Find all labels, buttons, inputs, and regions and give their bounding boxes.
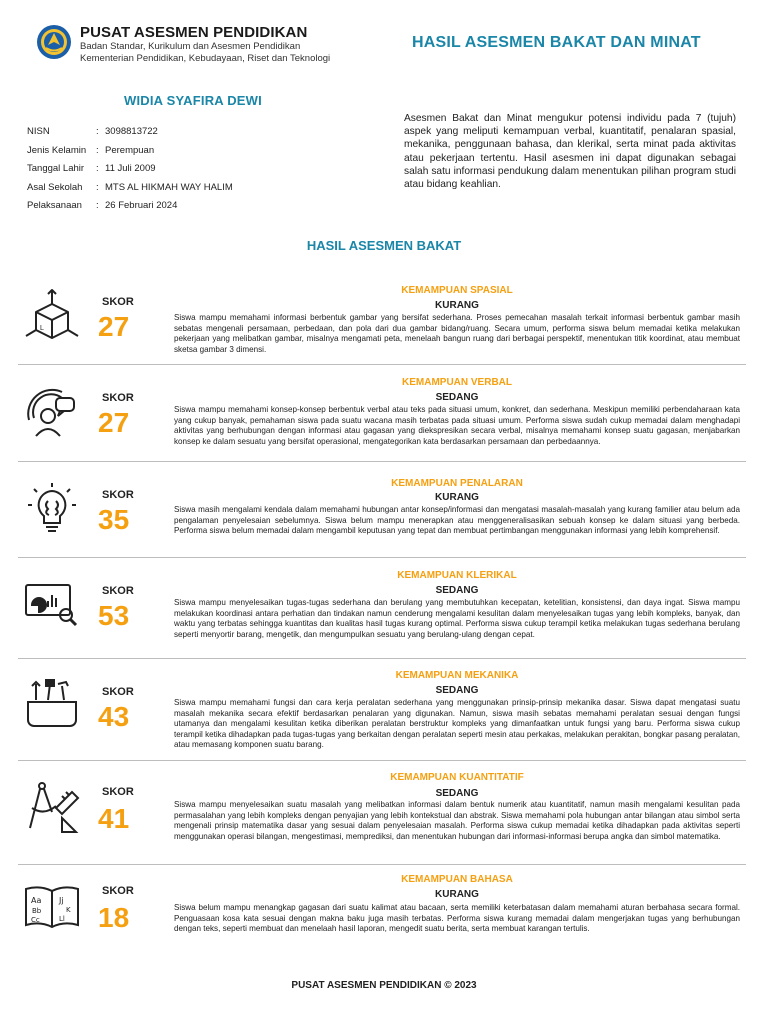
svg-text:Cc: Cc [31,916,40,924]
skor-value: 43 [98,701,130,732]
item-title: KEMAMPUAN MEKANIKA [395,670,519,681]
item-description: Siswa mampu memahami konsep-konsep berbentuk verbal atau teks pada situasi umum, konkret, dan sederhana. Meskipun memiliki perbendaharaan kata yang cukup banyak, pemahaman siswa pada suatu wacana masih terbatas pada situasi umum. Performa siswa sudah cukup memadai dalam menghadapi aktivitas yang berhubungan dengan informasi atau gagasan yang diekspresikan secara verbal, misalnya memahami konsep suatu gagasan, menjabarkan konsep ke dalam sesuatu yang bersifat operasional, mengategorikan kata berdasarkan persamaan dan perbedaannya. [174,405,740,446]
student-name: WIDIA SYAFIRA DEWI [124,93,262,108]
svg-text:Bb: Bb [32,907,42,915]
info-label: Tanggal Lahir [27,163,85,174]
skor-label: SKOR [102,296,134,308]
item-description: Siswa mampu menyelesaikan suatu masalah yang melibatkan informasi dalam bentuk numerik atau kuantitatif, namun masih mengalami kesulitan pada permasalahan yang lebih kompleks dengan penyajian yang lebih kontekstual dan abstrak. Siswa memahami pola hubungan antar bilangan atau simbol serta mengenali prinsip matematika dasar yang sesuai dalam penyelesaian masalah. Performa siswa cukup memadai ketika dihadapkan pada aktivitas seperti menggunakan operasi bilangan, mengestimasi, memprediksi, dan menentukan hubungan dari informasi-informasi berupa angka dan simbol matematika. [174,800,740,841]
svg-text:Jj: Jj [59,896,64,905]
item-level: KURANG [435,300,479,311]
intro-paragraph: Asesmen Bakat dan Minat mengukur potensi individu pada 7 (tujuh) aspek yang meliputi kemampuan verbal, kuantitatif, penalaran spasial, mekanika, penggunaan bahasa, dan klerikal, serta minat pada aktivitas atau pekerjaan tertentu. Hasil asesmen ini dapat digunakan sebagai salah satu informasi pendukung dalam menentukan pilihan program studi atau bidang keahlian. [404,113,736,191]
toolbox-icon [22,676,82,736]
skor-label: SKOR [102,786,134,798]
lightbulb-brain-icon [22,479,82,539]
skor-label: SKOR [102,392,134,404]
info-label: Jenis Kelamin [27,144,87,156]
section-title: HASIL ASESMEN BAKAT [306,238,462,253]
info-label: Pelaksanaan [27,200,82,211]
item-title: KEMAMPUAN PENALARAN [391,478,523,489]
footer-copyright: PUSAT ASESMEN PENDIDIKAN © 2023 [291,980,477,991]
divider [18,557,746,558]
info-value: Perempuan [105,144,155,156]
svg-text:Ll: Ll [59,915,65,923]
item-description: Siswa mampu memahami informasi berbentuk gambar yang bersifat sederhana. Proses pemecahan masalah terkait informasi berbentuk gambar masih sebatas mengenali persamaan, perbedaan, dan pola dari dua gambar bidang/ruang. Secara umum, performa siswa belum memadai ketika melakukan pekerjaan yang melibatkan gambar, misalnya mengamati peta, menelaah bangun ruang dari berbagai perspektif, menentukan titik koordinat, atau membuat sketsa gambar 3 dimensi. [174,313,740,354]
open-book-letters-icon [22,877,82,937]
item-level: SEDANG [435,685,479,696]
skor-label: SKOR [102,489,134,501]
item-title: KEMAMPUAN SPASIAL [401,285,513,296]
org-subtitle-ministry: Kementerian Pendidikan, Kebudayaan, Riset dan Teknologi [80,53,331,64]
skor-value: 18 [98,902,130,933]
item-description: Siswa belum mampu menangkap gagasan dari suatu kalimat atau bacaan, serta memiliki keterbatasan dalam memahami aturan berbahasa secara formal. Penguasaan kosa kata sesuai dengan makna baku juga masih terbatas. Performa siswa kurang memadai dalam mengerjakan tugas yang berhubungan dengan teks, seperti membuat dan menelaah hasil laporan, mengedit suatu berita, serta membuat karangan tertulis. [174,903,740,934]
divider [18,658,746,659]
skor-value: 53 [98,600,130,631]
divider [18,864,746,865]
skor-label: SKOR [102,686,134,698]
tut-wuri-handayani-logo-icon [36,24,72,60]
aptitude-item-verbal [18,374,746,458]
info-label: NISN [27,126,50,137]
item-title: KEMAMPUAN KLERIKAL [397,570,517,581]
item-title: KEMAMPUAN BAHASA [401,874,513,885]
item-description: Siswa mampu memahami fungsi dan cara kerja peralatan sederhana yang menggunakan prinsip-prinsip mekanika dasar. Siswa dapat mengatasi suatu masalah mekanika secara efektif berdasarkan penalaran yang digunakan. Namun, siswa masih sebatas memahami peralatan sesuai dengan fungsi utamanya dan mengalami kesulitan ketika diberikan peralatan berstruktur kompleks yang dimanfaatkan untuk fungsi yang baru. Performa siswa cukup terampil ketika dihadapkan pada tugas-tugas yang berkaitan dengan peralatan seperti mesin atau perkakas, melakukan perakitan, bongkar pasang peralatan, atau memasang komponen suatu barang. [174,698,740,750]
item-title: KEMAMPUAN KUANTITATIF [390,772,524,783]
aptitude-item-klerikal [18,567,746,653]
item-level: KURANG [435,889,479,900]
org-subtitle-agency: Badan Standar, Kurikulum dan Asesmen Pendidikan [80,41,301,52]
item-title: KEMAMPUAN VERBAL [402,377,512,388]
skor-value: 27 [98,407,130,438]
item-level: SEDANG [435,585,479,596]
compass-ruler-icon [22,778,82,838]
info-value: MTS AL HIKMAH WAY HALIM [105,181,233,193]
org-name: PUSAT ASESMEN PENDIDIKAN [80,24,308,41]
skor-label: SKOR [102,585,134,597]
item-level: SEDANG [435,788,479,799]
aptitude-item-penalaran [18,471,746,553]
cube-3d-icon [22,286,82,346]
divider [18,461,746,462]
document-title: HASIL ASESMEN BAKAT DAN MINAT [412,34,701,51]
divider [18,760,746,761]
skor-value: 27 [98,311,130,342]
svg-text:Aa: Aa [31,896,42,905]
info-value: 26 Februari 2024 [105,200,178,211]
info-value: 3098813722 [105,126,158,137]
svg-text:K: K [66,906,71,914]
aptitude-item-kuantitatif [18,770,746,862]
skor-value: 41 [98,803,130,834]
item-level: SEDANG [435,392,479,403]
info-value: 11 Juli 2009 [105,163,156,174]
divider [18,364,746,365]
chart-magnifier-icon [22,575,82,635]
aptitude-item-mekanika [18,668,746,754]
person-speech-bubble-icon [22,386,82,446]
item-level: KURANG [435,492,479,503]
aptitude-item-spasial [18,282,746,362]
item-description: Siswa mampu menyelesaikan tugas-tugas sederhana dan berulang yang membutuhkan kecepatan, ketelitian, konsistensi, dan daya ingat. Siswa mampu melakukan koordinasi antara perhatian dan tindakan namun cenderung mengalami kesulitan dalam menyelesaikan tugas yang lebih kompleks, banyak, dan waktu yang terbatas sehingga kuantitas dan kualitas hasil tugas kurang optimal. Performa siswa cukup terampil ketika melakukan tugas sederhana berulang seperti menyortir barang, mengetik, dan mengumpulkan sesuatu yang berulang-ulang dengan cepat. [174,598,740,639]
aptitude-item-bahasa [18,873,746,953]
skor-value: 35 [98,504,130,535]
item-description: Siswa masih mengalami kendala dalam memahami hubungan antar konsep/informasi dan mengatasi masalah-masalah yang kurang familier atau belum ada pengalaman penyelesaian sebelumnya. Siswa belum mampu menerapkan atau menggeneralisasikan sebuah konsep ke dalam situasi yang berbeda. Performa siswa belum memadai dalam mengambil keputusan yang tepat dan membuat pertimbangan menggunakan informasi yang lebih komprehensif. [174,505,740,536]
svg-text:L: L [40,325,44,332]
skor-label: SKOR [102,885,134,897]
info-label: Asal Sekolah [27,181,83,193]
